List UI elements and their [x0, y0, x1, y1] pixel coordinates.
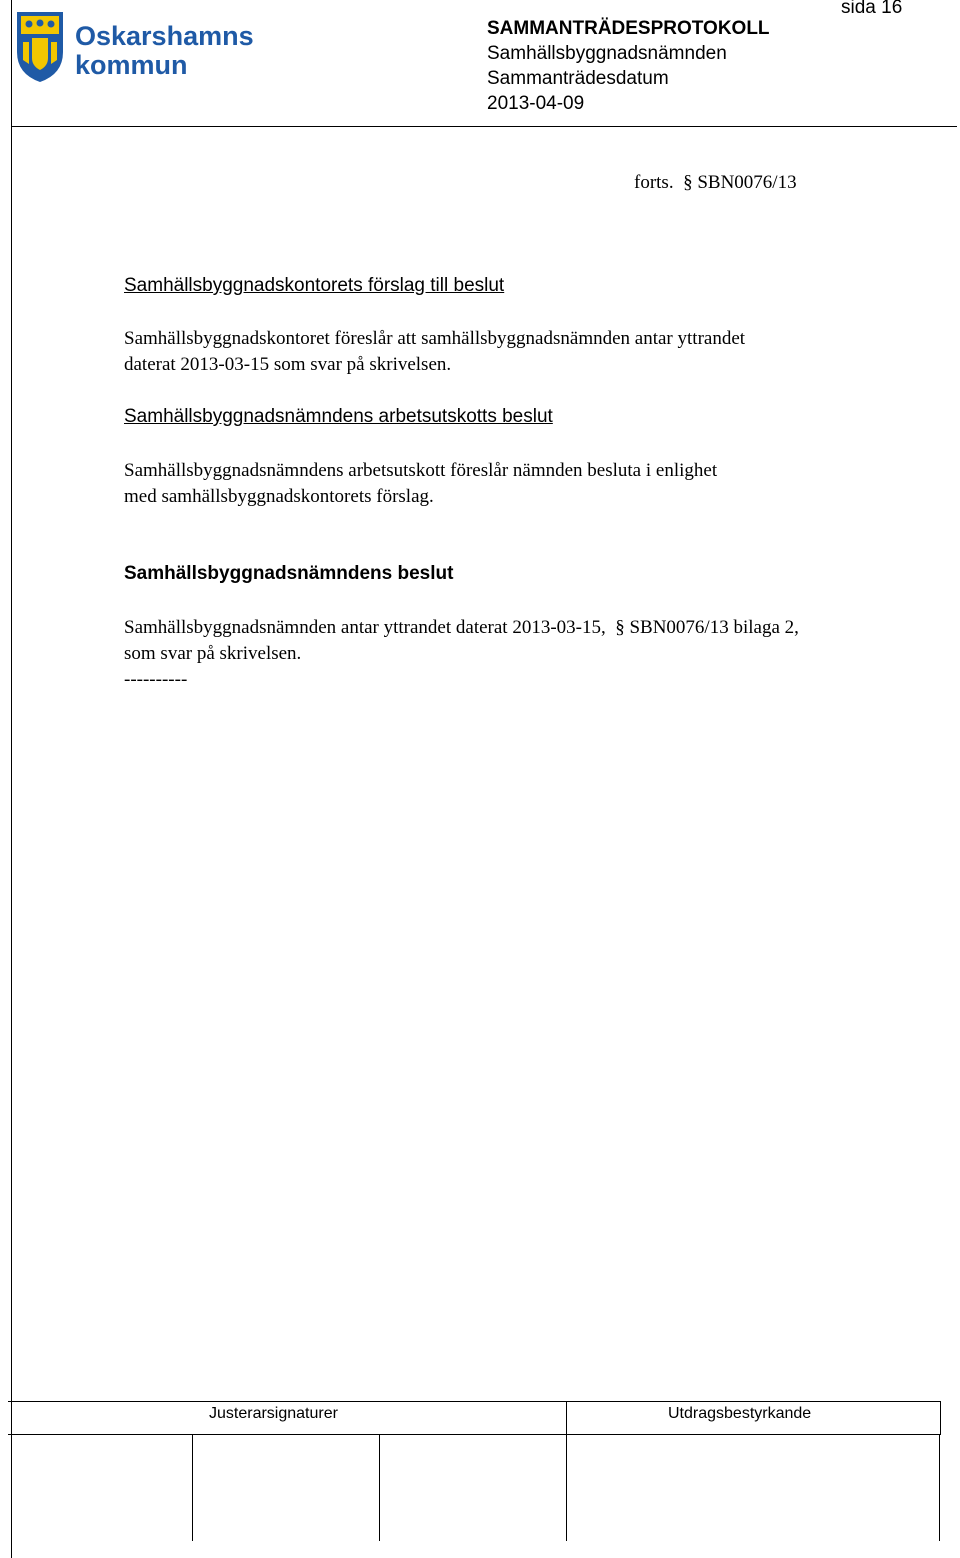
section-text-line: Samhällsbyggnadsnämndens arbetsutskott föreslår nämnden besluta i enlighet [124, 460, 718, 481]
section-text-line: som svar på skrivelsen. [124, 643, 302, 664]
section-heading-decision: Samhällsbyggnadsnämndens beslut [124, 563, 454, 584]
section-separator: ---------- [124, 669, 188, 690]
signature-box-divider [566, 1434, 567, 1541]
certification-label: Utdragsbestyrkande [668, 1405, 812, 1422]
svg-text:Oskarshamns: Oskarshamns [75, 21, 254, 51]
signatures-label: Justerarsignaturer [209, 1405, 338, 1422]
signature-box-divider [192, 1434, 193, 1541]
header-divider [11, 126, 957, 127]
coat-of-arms-icon [15, 8, 260, 84]
section-text-line: med samhällsbyggnadskontorets förslag. [124, 486, 434, 507]
protocol-title: SAMMANTRÄDESPROTOKOLL [487, 18, 770, 39]
meeting-date-label: Sammanträdesdatum [487, 68, 669, 89]
signature-box-divider [939, 1434, 940, 1541]
signature-box-divider [379, 1434, 380, 1541]
section-heading-proposal: Samhällsbyggnadskontorets förslag till beslut [124, 275, 505, 296]
page-left-rule [11, 0, 12, 1558]
section-text-line: daterat 2013-03-15 som svar på skrivelsen. [124, 354, 452, 375]
section-heading-working-committee: Samhällsbyggnadsnämndens arbetsutskotts beslut [124, 406, 553, 427]
section-text-line: Samhällsbyggnadsnämnden antar yttrandet daterat 2013-03-15, § SBN0076/13 bilaga 2, [124, 617, 799, 638]
case-reference: forts. § SBN0076/13 [634, 172, 797, 193]
signature-table [8, 1401, 940, 1541]
municipality-logo [15, 8, 260, 84]
committee-name: Samhällsbyggnadsnämnden [487, 43, 727, 64]
meeting-date: 2013-04-09 [487, 93, 585, 114]
svg-text:kommun: kommun [75, 50, 188, 80]
section-text-line: Samhällsbyggnadskontoret föreslår att samhällsbyggnadsnämnden antar yttrandet [124, 328, 746, 349]
page-number: sida 16 [841, 0, 903, 18]
